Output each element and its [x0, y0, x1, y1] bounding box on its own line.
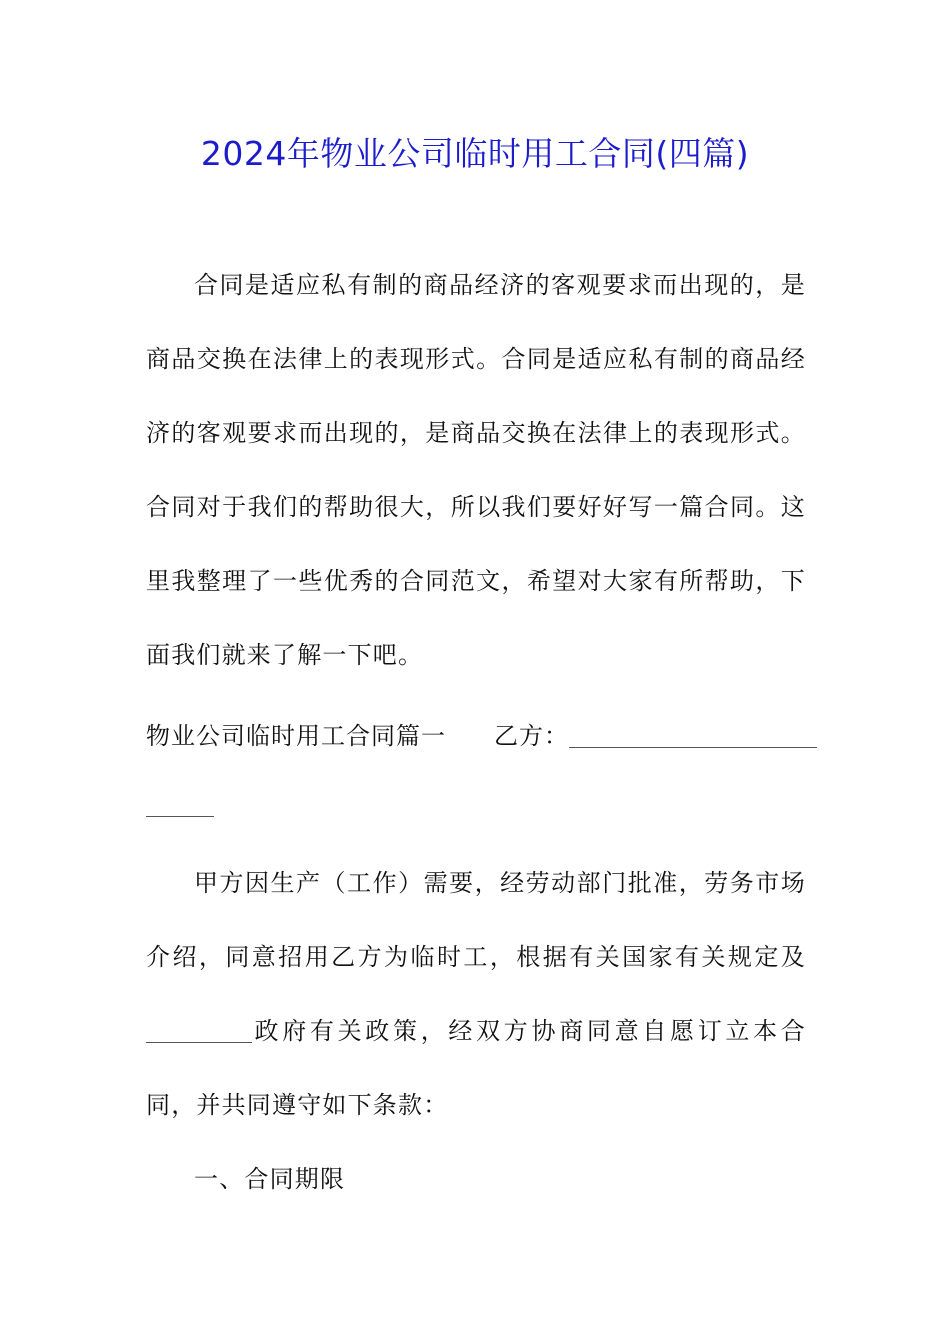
party-b-label: 乙方：: [494, 722, 569, 750]
region-blank-continued: [230, 1016, 252, 1043]
chapter-heading: 物业公司临时用工合同篇一: [146, 722, 446, 750]
terms-text-part1: 甲方因生产（工作）需要，经劳动部门批准，劳务市场介绍，同意招用乙方为临时工，根据有关国家有关规定及: [146, 869, 806, 971]
party-b-blank: [569, 721, 817, 748]
terms-text-part2: 政府有关政策，经双方协商同意自愿订立本合同，并共同遵守如下条款：: [146, 1017, 806, 1119]
party-b-blank-continued: [146, 816, 214, 817]
chapter-heading-line: [146, 699, 806, 773]
document-title: 2024年物业公司临时用工合同(四篇): [200, 134, 750, 173]
intro-paragraph: 合同是适应私有制的商品经济的客观要求而出现的，是商品交换在法律上的表现形式。合同是适应私有制的商品经济的客观要求而出现的，是商品交换在法律上的表现形式。合同对于我们的帮助很大，所以我们要好好写一篇合同。这里我整理了一些优秀的合同范文，希望对大家有所帮助，下面我们就来了解一下吧。: [146, 271, 806, 669]
terms-paragraph: [146, 846, 806, 1142]
section-heading-term: 一、合同期限: [194, 1165, 346, 1193]
region-blank: [146, 1016, 230, 1043]
